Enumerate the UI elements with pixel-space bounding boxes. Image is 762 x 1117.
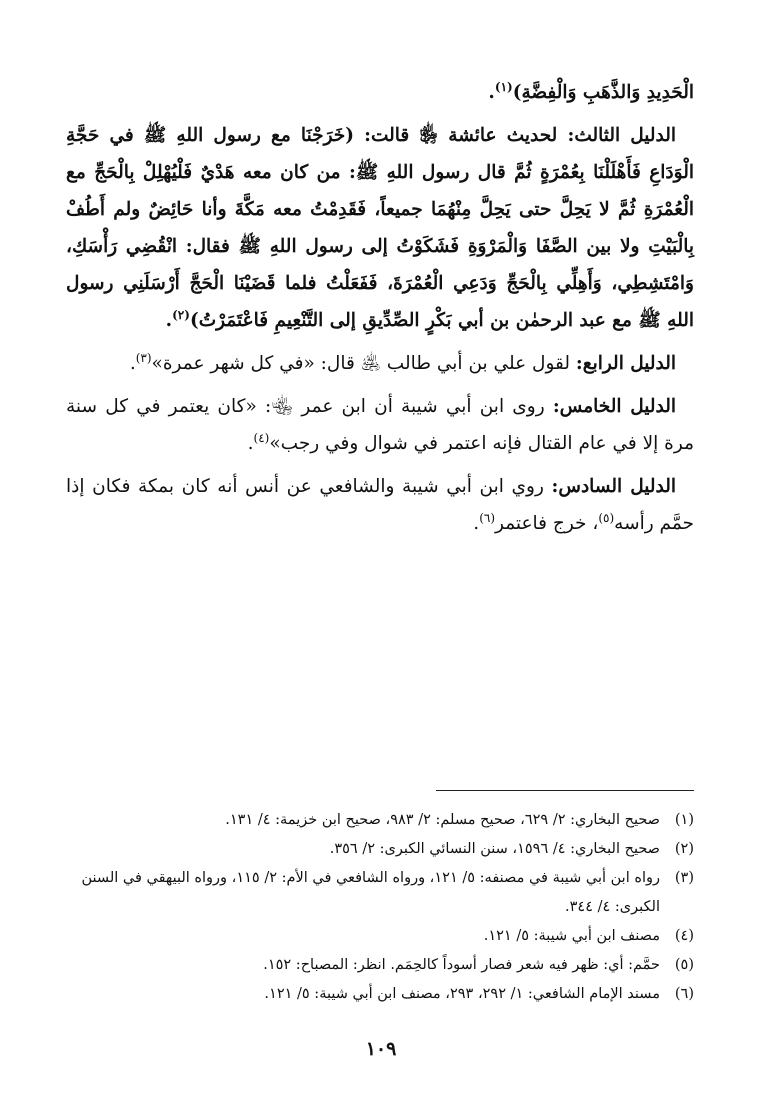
- evidence-heading: الدليل الخامس:: [552, 396, 676, 417]
- footnotes-section: [66, 806, 694, 1009]
- footnote-number: (٥): [674, 957, 694, 973]
- evidence-heading: الدليل الرابع:: [575, 353, 676, 374]
- paragraph-text: لقول علي بن أبي طالب ﵁ قال: «في كل شهر عمرة»: [151, 353, 576, 374]
- paragraph-tail: .: [247, 433, 254, 454]
- paragraph-fourth-evidence: [66, 345, 694, 382]
- footnote-text: مسند الإمام الشافعي: ١/ ٢٩٢، ٢٩٣، مصنف ابن أبي شيبة: ٥/ ١٢١.: [264, 986, 660, 1002]
- paragraph-tail: .: [165, 310, 173, 331]
- footnote-item: [66, 835, 694, 864]
- footnote-reference: (٤): [253, 430, 270, 445]
- paragraph-sixth-evidence: [66, 468, 694, 542]
- footnote-reference: (٣): [135, 350, 152, 365]
- footnote-reference: (٥): [598, 510, 615, 525]
- paragraph-text: روى ابن أبي شيبة أن ابن عمر ﵄: «كان يعتمر في كل سنة مرة إلا في عام القتال فإنه اعتمر في شوال وفي رجب»: [66, 396, 694, 454]
- main-text: [66, 74, 694, 548]
- footnote-item: [66, 980, 694, 1009]
- footnote-number: (١): [674, 812, 694, 828]
- footnote-text: صحيح البخاري: ٢/ ٦٢٩، صحيح مسلم: ٢/ ٩٨٣، صحيح ابن خزيمة: ٤/ ١٣١.: [225, 812, 660, 828]
- paragraph-continuation: [66, 74, 694, 111]
- footnote-item: [66, 951, 694, 980]
- footnote-reference: (٢): [172, 307, 190, 322]
- footnote-item: [66, 806, 694, 835]
- footnote-text: رواه ابن أبي شيبة في مصنفه: ٥/ ١٢١، ورواه الشافعي في الأم: ٢/ ١١٥، ورواه البيهقي في السنن الكبرى: ٤/ ٣٤٤.: [81, 870, 660, 915]
- paragraph-text: روي ابن أبي شيبة والشافعي عن أنس أنه كان بمكة فكان إذا حمَّم رأسه: [66, 476, 694, 534]
- footnote-item: [66, 864, 694, 922]
- footnote-divider: [436, 790, 694, 791]
- footnote-text: مصنف ابن أبي شيبة: ٥/ ١٢١.: [483, 928, 660, 944]
- footnote-number: (٦): [674, 986, 694, 1002]
- footnote-reference: (١): [494, 79, 513, 94]
- footnote-text: صحيح البخاري: ٤/ ١٥٩٦، سنن النسائي الكبرى: ٢/ ٣٥٦.: [329, 841, 660, 857]
- footnote-reference: (٦): [479, 510, 496, 525]
- footnote-number: (٢): [674, 841, 694, 857]
- page-number: ١٠٩: [365, 1038, 397, 1060]
- footnote-item: [66, 922, 694, 951]
- footnote-number: (٤): [674, 928, 694, 944]
- footnote-text: حمَّم: أي: ظهر فيه شعر فصار أسوداً كالحِمَم. انظر: المصباح: ١٥٢.: [263, 957, 660, 973]
- paragraph-text: الْحَدِيدِ وَالذَّهَبِ وَالْفِضَّةِ): [512, 82, 694, 103]
- paragraph-tail: .: [488, 82, 495, 103]
- paragraph-text: لحديث عائشة ﵂ قالت: (خَرَجْنَا مع رسول اللهِ ﷺ في حَجَّةِ الْوَدَاعِ فَأَهْلَلْنَا بِعُمْرَةٍ ثُمَّ قال رسول اللهِ ﷺ: من كان معه هَدْيٌ فَلْيُهْلِلْ بِالْحَجِّ مع الْعُمْرَةِ ثُمَّ لا يَحِلَّ حتى يَحِلَّ مِنْهُمَا جميعاً، فَقَدِمْتُ معه مَكَّةَ وأنا حَائِضٌ ولم أَطُفْ بِالْبَيْتِ ولا بين الصَّفَا وَالْمَرْوَةِ فَشَكَوْتُ إلى رسول اللهِ ﷺ فقال: انْقُضِي رَأْسَكِ، وَامْتَشِطِي، وَأَهِلِّي بِالْحَجِّ وَدَعِي الْعُمْرَةَ، فَفَعَلْتُ فلما قَضَيْنَا الْحَجَّ أَرْسَلَنِي رسول اللهِ ﷺ مع عبد الرحمٰن بن أبي بَكْرٍ الصِّدِّيقِ إلى التَّنْعِيمِ فَاعْتَمَرْتُ): [66, 125, 694, 331]
- paragraph-fifth-evidence: [66, 388, 694, 462]
- paragraph-text: ، خرج فاعتمر: [495, 513, 599, 534]
- paragraph-tail: .: [129, 353, 136, 374]
- paragraph-third-evidence: [66, 117, 694, 339]
- paragraph-tail: .: [473, 513, 480, 534]
- evidence-heading: الدليل الثالث:: [567, 125, 676, 146]
- footnote-number: (٣): [674, 870, 694, 886]
- evidence-heading: الدليل السادس:: [551, 476, 676, 497]
